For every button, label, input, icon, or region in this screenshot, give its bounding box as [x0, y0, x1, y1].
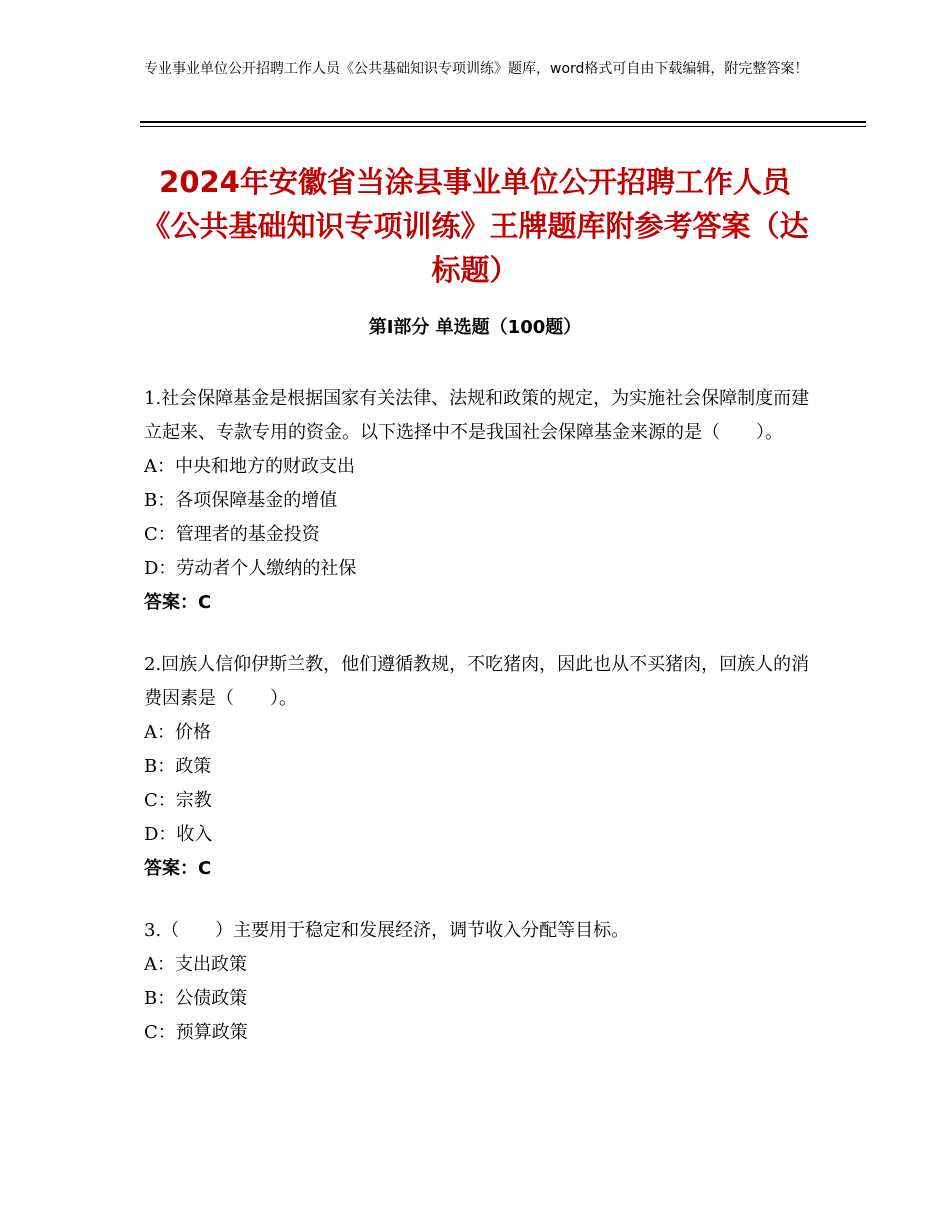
section-title: 第I部分 单选题（100题） [368, 317, 582, 338]
question-stem: 2.回族人信仰伊斯兰教，他们遵循教规，不吃猪肉，因此也从不买猪肉，回族人的消费因素是（ ）。 [144, 654, 810, 709]
document-title: 2024年安徽省当涂县事业单位公开招聘工作人员《公共基础知识专项训练》王牌题库附参考答案（达标题） [141, 165, 809, 287]
option-b: B：各项保障基金的增值 [144, 490, 338, 511]
header-rule-thin [140, 126, 866, 127]
question-stem: 3.（ ）主要用于稳定和发展经济，调节收入分配等目标。 [144, 920, 630, 941]
question-list [144, 382, 816, 1078]
question-stem: 1.社会保障基金是根据国家有关法律、法规和政策的规定，为实施社会保障制度而建立起来、专款专用的资金。以下选择中不是我国社会保障基金来源的是（ ）。 [144, 388, 810, 443]
option-c: C：预算政策 [144, 1022, 248, 1043]
answer: 答案：C [144, 592, 212, 613]
option-c: C：管理者的基金投资 [144, 524, 320, 545]
option-d: D：收入 [144, 824, 213, 845]
question-3 [144, 914, 816, 1050]
header-note: 专业事业单位公开招聘工作人员《公共基础知识专项训练》题库，word格式可自由下载编辑，附完整答案！ [144, 61, 809, 77]
option-d: D：劳动者个人缴纳的社保 [144, 558, 357, 579]
question-1 [144, 382, 816, 620]
answer: 答案：C [144, 858, 212, 879]
option-a: A：支出政策 [144, 954, 247, 975]
option-b: B：政策 [144, 756, 212, 777]
option-a: A：中央和地方的财政支出 [144, 456, 355, 477]
header-rule-thick [140, 121, 866, 123]
option-a: A：价格 [144, 722, 211, 743]
option-c: C：宗教 [144, 790, 212, 811]
question-2 [144, 648, 816, 886]
option-b: B：公债政策 [144, 988, 248, 1009]
